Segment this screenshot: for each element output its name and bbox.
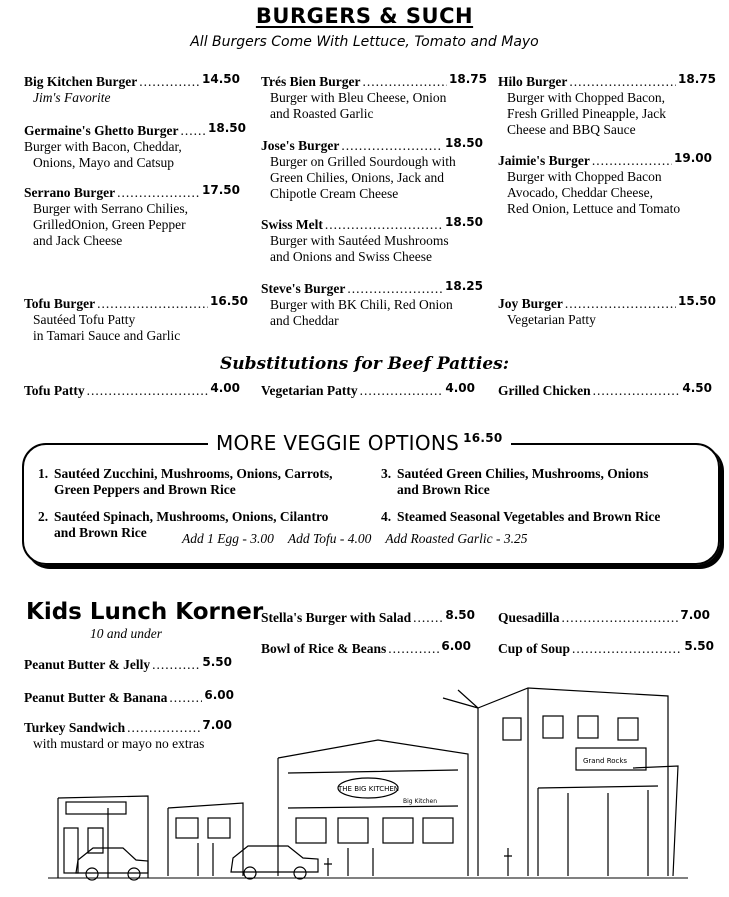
sign-text: Grand Rocks [583,757,628,765]
veggie-price: 16.50 [463,431,503,445]
veggie-title-text: MORE VEGGIE OPTIONS [216,431,460,455]
item-price: 6.00 [204,688,234,702]
menu-item-tres-bien-burger [261,74,487,122]
item-name: Germaine's Ghetto Burger [24,123,179,138]
item-desc: Burger with Sautéed Mushrooms [270,233,449,248]
option-text: Green Peppers and Brown Rice [54,482,236,497]
item-desc: and Cheddar [270,313,339,328]
item-desc: Burger on Grilled Sourdough with [270,154,456,169]
page-title: BURGERS & SUCH [255,4,474,28]
item-name: Jose's Burger [261,138,340,153]
option-text: and Brown Rice [54,525,147,540]
item-name: Serrano Burger [24,185,116,200]
storefront-sketch-icon [48,678,688,890]
menu-item-tofu-burger [24,296,248,344]
kids-item-stellas-burger [261,610,475,626]
addon-tofu: Add Tofu - 4.00 [287,531,372,546]
item-price: 7.00 [680,608,710,622]
item-desc: Avocado, Cheddar Cheese, [507,185,653,200]
item-price: 7.00 [202,718,232,732]
option-number: 1. [38,466,49,481]
item-name: Grilled Chicken [498,383,591,398]
menu-item-steves-burger [261,281,483,329]
item-desc: Chipotle Cream Cheese [270,186,399,201]
menu-item-hilo-burger [498,74,716,138]
substitution-tofu-patty [24,383,240,399]
item-name: Trés Bien Burger [261,74,361,89]
item-price: 18.75 [449,72,487,86]
item-name: Big Kitchen Burger [24,74,138,89]
option-text: Sautéed Green Chilies, Mushrooms, Onions [397,466,649,481]
item-desc: Fresh Grilled Pineapple, Jack [507,106,666,121]
item-name: Peanut Butter & Banana [24,690,168,705]
sign-text: Big Kitchen [403,798,438,805]
item-desc: Burger with Bacon, Cheddar, [24,139,182,154]
item-name: Vegetarian Patty [261,383,358,398]
item-name: Cup of Soup [498,641,571,656]
item-desc: Jim's Favorite [33,90,111,105]
option-text: and Brown Rice [397,482,490,497]
item-price: 6.00 [441,639,471,653]
item-desc: Onions, Mayo and Catsup [33,155,174,170]
item-desc: Burger with BK Chili, Red Onion [270,297,453,312]
item-price: 18.50 [208,121,246,135]
item-price: 8.50 [445,608,475,622]
item-name: Steve's Burger [261,281,346,296]
item-desc: Burger with Bleu Cheese, Onion [270,90,447,105]
item-name: Bowl of Rice & Beans [261,641,387,656]
item-name: Stella's Burger with Salad [261,610,412,625]
item-name: Tofu Burger [24,296,96,311]
item-desc: and Roasted Garlic [270,106,374,121]
item-name: Quesadilla [498,610,560,625]
item-name: Swiss Melt [261,217,323,232]
item-name: Jaimie's Burger [498,153,590,168]
option-number: 4. [381,509,392,524]
item-price: 4.00 [445,381,475,395]
kids-item-quesadilla [498,610,710,626]
item-desc: and Onions and Swiss Cheese [270,249,432,264]
item-price: 14.50 [202,72,240,86]
item-price: 19.00 [674,151,712,165]
item-name: Hilo Burger [498,74,568,89]
item-price: 4.50 [682,381,712,395]
item-price: 4.00 [210,381,240,395]
option-number: 3. [381,466,392,481]
kids-item-cup-of-soup [498,641,714,657]
veggie-addons [182,531,542,547]
item-price: 17.50 [202,183,240,197]
menu-item-jaimies-burger [498,153,712,217]
option-text: Sautéed Zucchini, Mushrooms, Onions, Carrots, [54,466,333,481]
item-desc: GrilledOnion, Green Pepper [33,217,186,232]
item-desc: Red Onion, Lettuce and Tomato [507,201,681,216]
substitutions-title: Substitutions for Beef Patties: [219,354,510,374]
option-text: Sautéed Spinach, Mushrooms, Onions, Cilantro [54,509,329,524]
menu-item-swiss-melt [261,217,483,265]
item-price: 18.25 [445,279,483,293]
kids-item-rice-beans [261,641,471,657]
item-name: Turkey Sandwich [24,720,126,735]
menu-item-joy-burger [498,296,716,328]
substitution-grilled-chicken [498,383,712,399]
addon-garlic: Add Roasted Garlic - 3.25 [385,531,528,546]
item-desc: in Tamari Sauce and Garlic [33,328,181,343]
item-desc: Sautéed Tofu Patty [33,312,136,327]
veggie-option-1 [38,466,333,498]
veggie-option-3 [381,466,649,498]
item-desc: and Jack Cheese [33,233,123,248]
addon-egg: Add 1 Egg - 3.00 [182,531,274,546]
item-price: 15.50 [678,294,716,308]
item-desc: Vegetarian Patty [507,312,596,327]
veggie-options-title [208,431,511,455]
item-price: 18.50 [445,215,483,229]
item-price: 18.50 [445,136,483,150]
menu-item-big-kitchen-burger [24,74,240,106]
sign-text: THE BIG KITCHEN [338,785,400,793]
item-price: 16.50 [210,294,248,308]
veggie-option-4 [381,509,660,525]
item-desc: Burger with Serrano Chilies, [33,201,188,216]
item-name: Peanut Butter & Jelly [24,657,151,672]
item-desc: Cheese and BBQ Sauce [507,122,636,137]
kids-subtitle: 10 and under [90,626,162,641]
page-subtitle: All Burgers Come With Lettuce, Tomato and Mayo [190,34,539,50]
option-number: 2. [38,509,49,524]
item-name: Joy Burger [498,296,563,311]
item-desc: with mustard or mayo no extras [33,736,205,751]
substitution-vegetarian-patty [261,383,475,399]
menu-item-joses-burger [261,138,483,202]
item-price: 5.50 [202,655,232,669]
item-desc: Green Chilies, Onions, Jack and [270,170,444,185]
item-desc: Burger with Chopped Bacon, [507,90,665,105]
menu-item-serrano-burger [24,185,240,249]
kids-title: Kids Lunch Korner [26,599,264,625]
item-price: 18.75 [678,72,716,86]
item-name: Tofu Patty [24,383,85,398]
item-price: 5.50 [684,639,714,653]
option-text: Steamed Seasonal Vegetables and Brown Rice [397,509,661,524]
item-desc: Burger with Chopped Bacon [507,169,662,184]
kids-item-pbj [24,657,232,673]
menu-item-germaines-ghetto-burger [24,123,246,171]
